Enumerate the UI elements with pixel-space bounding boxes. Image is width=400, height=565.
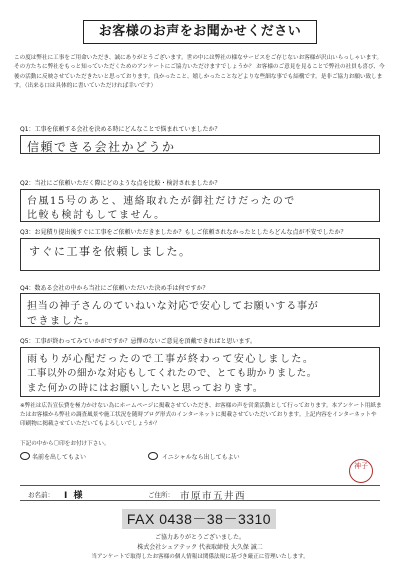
q3-label: Q3：お見積り提出後すぐに工事をご依頼いただきましたか？もしご依頼されなかったとしたらどんな点が不安でしたか？ [20,229,347,236]
name-value[interactable]: I 様 [64,491,84,501]
q2-answer-box[interactable] [20,189,380,222]
q2-answer-line1: 台風15号のあと、連絡取れたが御社だけだったので [27,196,296,207]
q4-answer-line1: 担当の神子さんのていねいな対応で安心してお願いする事が [27,301,319,312]
q4-answer-box[interactable] [20,293,380,327]
name-address-row [20,485,380,501]
fax-number: FAX 0438－38－3310 [122,509,276,529]
company-name: 株式会社シェアテック 代表取締役 大久保 誠二 [137,544,263,551]
q5-answer-line2: 工事以外の細かな対応もしてくれたので、とても助かりました。 [27,368,317,379]
intro-text: この度は弊社に工事をご用命いただき、誠にありがとうございます。世の中には弊社の様なサービスをご存じないお客様が沢山いらっしゃいます。その方たちに弊社をもっと知っていただくためのアンケートにご協力いただけますでしょうか？ お客様のご意見を見ることで弊社の社員も喜び、今後の活動に反映させていただきたいと思っております。良かったこと、嬉しかったことなどよりな些細な事でも結構です。是非ご協力お願い致します。（出来る口は具体的に書いていただければ幸いです） [14,55,385,89]
address-value[interactable]: 市原市五井西 [180,491,247,502]
option-full-name-label: 名前を出してもよい [32,454,87,461]
option-initials-label: イニシャルなら出してもよい [162,454,240,461]
q1-answer-box[interactable] [20,135,380,154]
q5-answer-box[interactable] [20,347,380,397]
page-title: お客様のお声をお聞かせください [83,20,317,44]
q5-answer-line1: 雨もりが心配だったので工事が終わって安心しました。 [27,354,315,365]
option-full-name-circle[interactable] [20,452,30,460]
thanks-text: ご協力ありがとうございました。 [154,534,245,541]
q1-label: Q1：工事を依頼する会社を決める時にどんなことで悩まれていましたか？ [20,126,221,133]
staff-stamp: 神子 [349,459,373,483]
name-label: お名前： [28,491,54,499]
q2-label: Q2：当社にご依頼いただく際にどのような点を比較・検討されましたか？ [20,180,221,187]
q3-answer-box[interactable] [20,238,380,271]
q2-answer-line2: 比較も検討もしてません。 [27,210,166,221]
q4-label: Q4：数ある会社の中から当社にご依頼いただいた決め手は何ですか？ [20,285,209,292]
publication-note: ※弊社は広告宣伝費を極力かけない為にホームページに掲載させていただき、お客様の声を営業活動として行っております。本アンケート用紙またはお客様から弊社の調査風景や施工状況を随時ブログ形式のインターネットに掲載させていただいております。上記内容をインターネットや印刷物に掲載させていただいてもよろしいでしょうか？ [20,403,382,427]
privacy-note: 当アンケートで取得したお客様の個人情報は関係法規に基づき厳正に管理いたします。 [91,554,309,560]
option-initials[interactable] [148,452,240,461]
q5-label: Q5：工事が終わってみていかがですか？忌憚のないご意見を頂戴できればと思います。 [20,338,257,345]
option-instruction: 下記の中から〇印をお付け下さい。 [20,441,110,447]
option-initials-circle[interactable] [148,452,158,460]
q1-answer: 信頼できる会社かどうか [27,140,176,154]
address-label: ご住所： [148,491,174,499]
q4-answer-line2: できました。 [27,316,96,327]
q3-answer: すぐに工事を依頼しました。 [29,245,192,258]
q5-answer-line3: また何かの時にはお願いしたいと思っております。 [27,383,264,394]
option-full-name[interactable] [20,452,86,461]
